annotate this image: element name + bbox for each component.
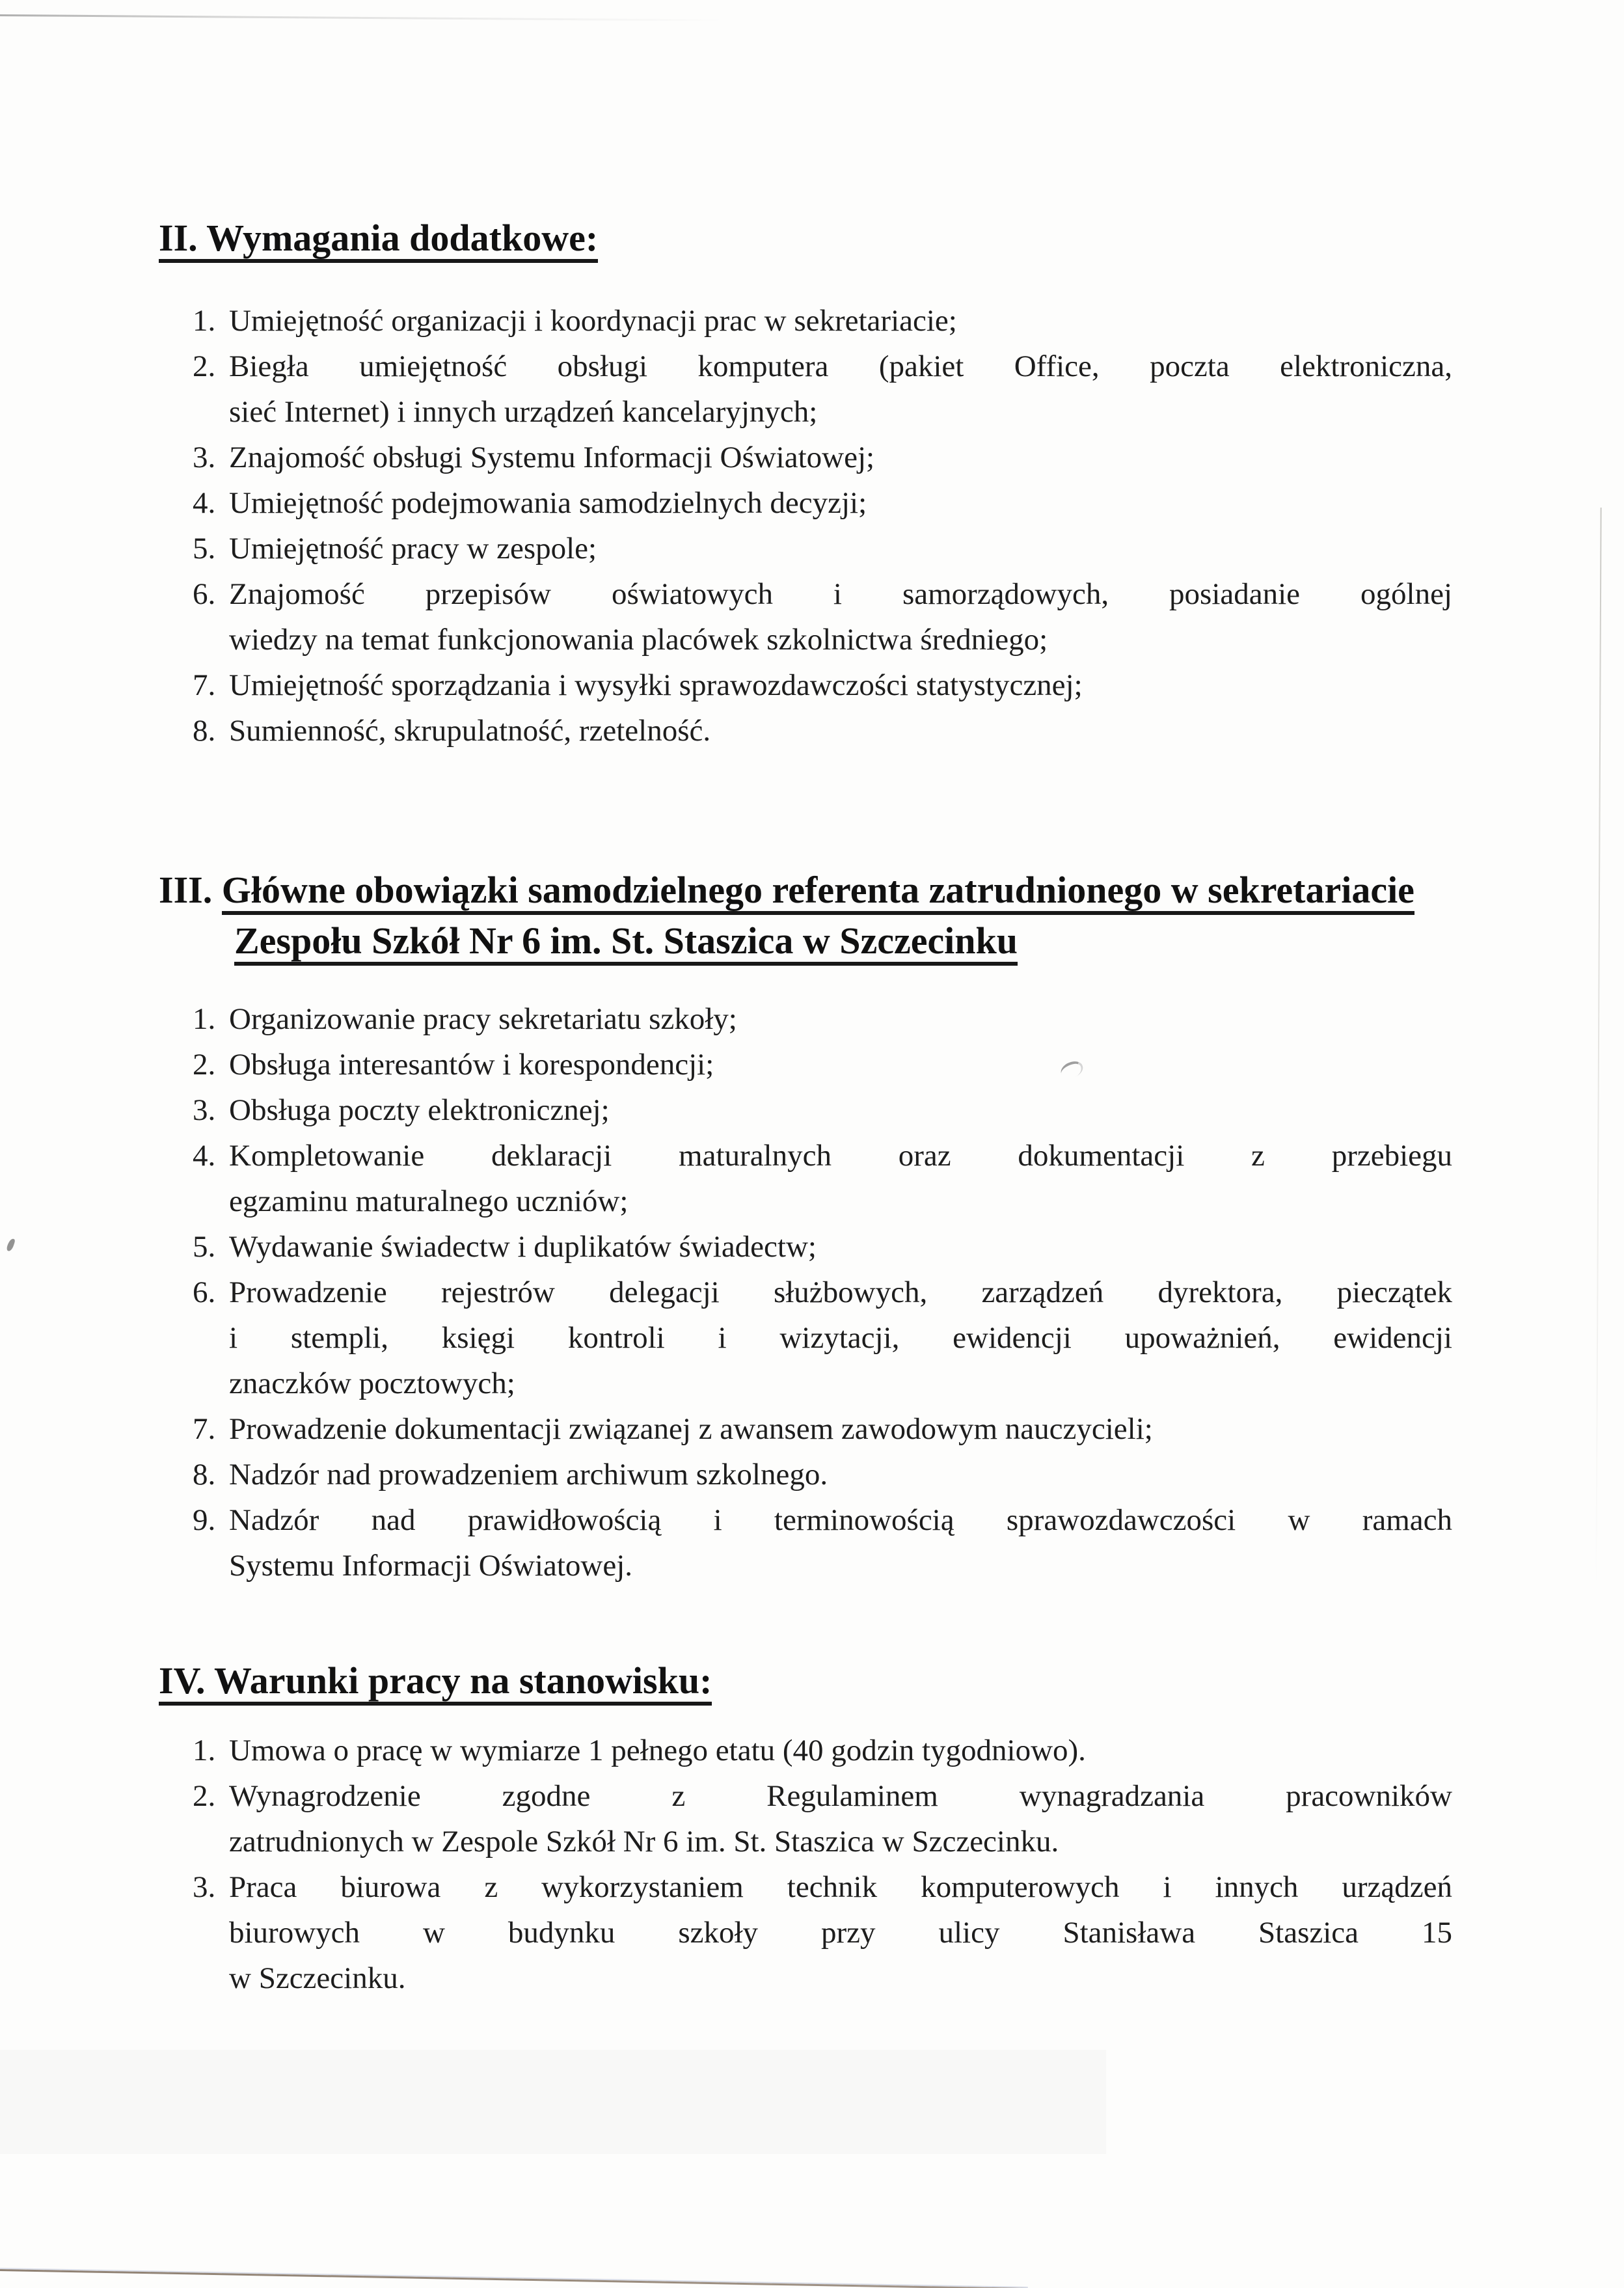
item-number: 4.: [193, 1139, 216, 1173]
section-iii-number: III.: [159, 869, 213, 911]
text-line: Wynagrodzenie zgodne z Regulaminem wynagradzania pracowników: [229, 1779, 1452, 1813]
item-number: 4.: [193, 486, 216, 520]
text-line: Obsługa poczty elektronicznej;: [229, 1093, 610, 1127]
text-line: wiedzy na temat funkcjonowania placówek szkolnictwa średniego;: [229, 623, 1048, 657]
item-number: 3.: [193, 1093, 216, 1127]
item-number: 7.: [193, 1412, 216, 1446]
section-ii-title: Wymagania dodatkowe:: [206, 217, 599, 259]
list-item: [193, 298, 1452, 344]
list-item: [193, 1133, 1452, 1224]
list-item: [193, 1864, 1452, 2001]
item-number: 5.: [193, 532, 216, 565]
text-line: Znajomość obsługi Systemu Informacji Oświatowej;: [229, 441, 875, 474]
list-item: [193, 1087, 1452, 1133]
list-item: [193, 1224, 1452, 1270]
section-iii-heading: [159, 865, 1624, 966]
text-line: sieć Internet) i innych urządzeń kancelaryjnych;: [229, 395, 818, 429]
section-iii-list: [193, 996, 1452, 1588]
item-number: 2.: [193, 1779, 216, 1813]
list-item: [193, 1406, 1452, 1452]
text-line: Umiejętność podejmowania samodzielnych decyzji;: [229, 486, 867, 520]
list-item: [193, 480, 1452, 526]
item-number: 8.: [193, 1458, 216, 1491]
scan-artifact-bottom-page-edge: [0, 2269, 1028, 2288]
text-line: Znajomość przepisów oświatowych i samorządowych, posiadanie ogólnej: [229, 577, 1452, 611]
text-line: Umiejętność organizacji i koordynacji prac w sekretariacie;: [229, 304, 957, 338]
text-line: biurowych w budynku szkoły przy ulicy Stanisława Staszica 15: [229, 1916, 1452, 1950]
section-iv-heading: [159, 1660, 1624, 1702]
text-line: Umiejętność sporządzania i wysyłki sprawozdawczości statystycznej;: [229, 668, 1083, 702]
text-line: Wydawanie świadectw i duplikatów świadectw;: [229, 1230, 817, 1264]
text-line: Obsługa interesantów i korespondencji;: [229, 1048, 714, 1082]
item-number: 5.: [193, 1230, 216, 1264]
item-number: 9.: [193, 1503, 216, 1537]
scan-artifact-shadow-band: [0, 2050, 1106, 2154]
item-number: 2.: [193, 1048, 216, 1082]
item-number: 8.: [193, 714, 216, 748]
item-number: 7.: [193, 668, 216, 702]
item-number: 1.: [193, 304, 216, 338]
list-item: [193, 435, 1452, 480]
list-item: [193, 1728, 1452, 1773]
text-line: Prowadzenie dokumentacji związanej z awansem zawodowym nauczycieli;: [229, 1412, 1153, 1446]
section-iv-number: IV.: [159, 1659, 206, 1702]
section-iii: [0, 865, 1624, 1588]
item-number: 3.: [193, 441, 216, 474]
list-item: [193, 996, 1452, 1042]
section-iv: [0, 1660, 1624, 2001]
item-number: 1.: [193, 1002, 216, 1036]
list-item: [193, 1497, 1452, 1588]
item-number: 6.: [193, 577, 216, 611]
list-item: [193, 526, 1452, 571]
list-item: [193, 1042, 1452, 1087]
list-item: [193, 571, 1452, 662]
text-line: i stempli, księgi kontroli i wizytacji, ewidencji upoważnień, ewidencji: [229, 1321, 1452, 1355]
text-line: Kompletowanie deklaracji maturalnych oraz dokumentacji z przebiegu: [229, 1139, 1452, 1173]
heading-space: [198, 217, 206, 259]
text-line: Umowa o pracę w wymiarze 1 pełnego etatu (40 godzin tygodniowo).: [229, 1734, 1086, 1767]
text-line: w Szczecinku.: [229, 1961, 406, 1995]
item-number: 1.: [193, 1734, 216, 1767]
heading-space: [212, 869, 222, 911]
list-item: [193, 1452, 1452, 1497]
section-ii-list: [193, 298, 1452, 754]
text-line: Systemu Informacji Oświatowej.: [229, 1549, 633, 1583]
item-number: 6.: [193, 1275, 216, 1309]
text-line: znaczków pocztowych;: [229, 1367, 515, 1400]
scan-artifact-top-streak: [0, 14, 725, 21]
section-ii: [0, 217, 1624, 754]
text-line: Umiejętność pracy w zespole;: [229, 532, 597, 565]
text-line: Organizowanie pracy sekretariatu szkoły;: [229, 1002, 737, 1036]
list-item: [193, 708, 1452, 754]
section-iii-title-line1: Główne obowiązki samodzielnego referenta zatrudnionego w sekretariacie: [222, 869, 1414, 915]
section-ii-heading: [159, 217, 1624, 259]
section-iv-list: [193, 1728, 1452, 2001]
text-line: Prowadzenie rejestrów delegacji służbowych, zarządzeń dyrektora, pieczątek: [229, 1275, 1452, 1309]
text-line: egzaminu maturalnego uczniów;: [229, 1184, 629, 1218]
text-line: zatrudnionych w Zespole Szkół Nr 6 im. St. Staszica w Szczecinku.: [229, 1825, 1059, 1859]
text-line: Nadzór nad prowadzeniem archiwum szkolnego.: [229, 1458, 828, 1491]
item-number: 3.: [193, 1870, 216, 1904]
heading-space: [205, 1659, 213, 1702]
list-item: [193, 662, 1452, 708]
section-iii-title-line2: Zespołu Szkół Nr 6 im. St. Staszica w Szczecinku: [234, 919, 1018, 966]
text-line: Biegła umiejętność obsługi komputera (pakiet Office, poczta elektroniczna,: [229, 349, 1452, 383]
section-iv-title: Warunki pracy na stanowisku:: [213, 1659, 712, 1702]
section-ii-number: II.: [159, 217, 198, 259]
text-line: Nadzór nad prawidłowością i terminowością sprawozdawczości w ramach: [229, 1503, 1452, 1537]
text-line: Praca biurowa z wykorzystaniem technik komputerowych i innych urządzeń: [229, 1870, 1452, 1904]
text-line: Sumienność, skrupulatność, rzetelność.: [229, 714, 711, 748]
list-item: [193, 1773, 1452, 1864]
list-item: [193, 1270, 1452, 1406]
item-number: 2.: [193, 349, 216, 383]
list-item: [193, 344, 1452, 435]
